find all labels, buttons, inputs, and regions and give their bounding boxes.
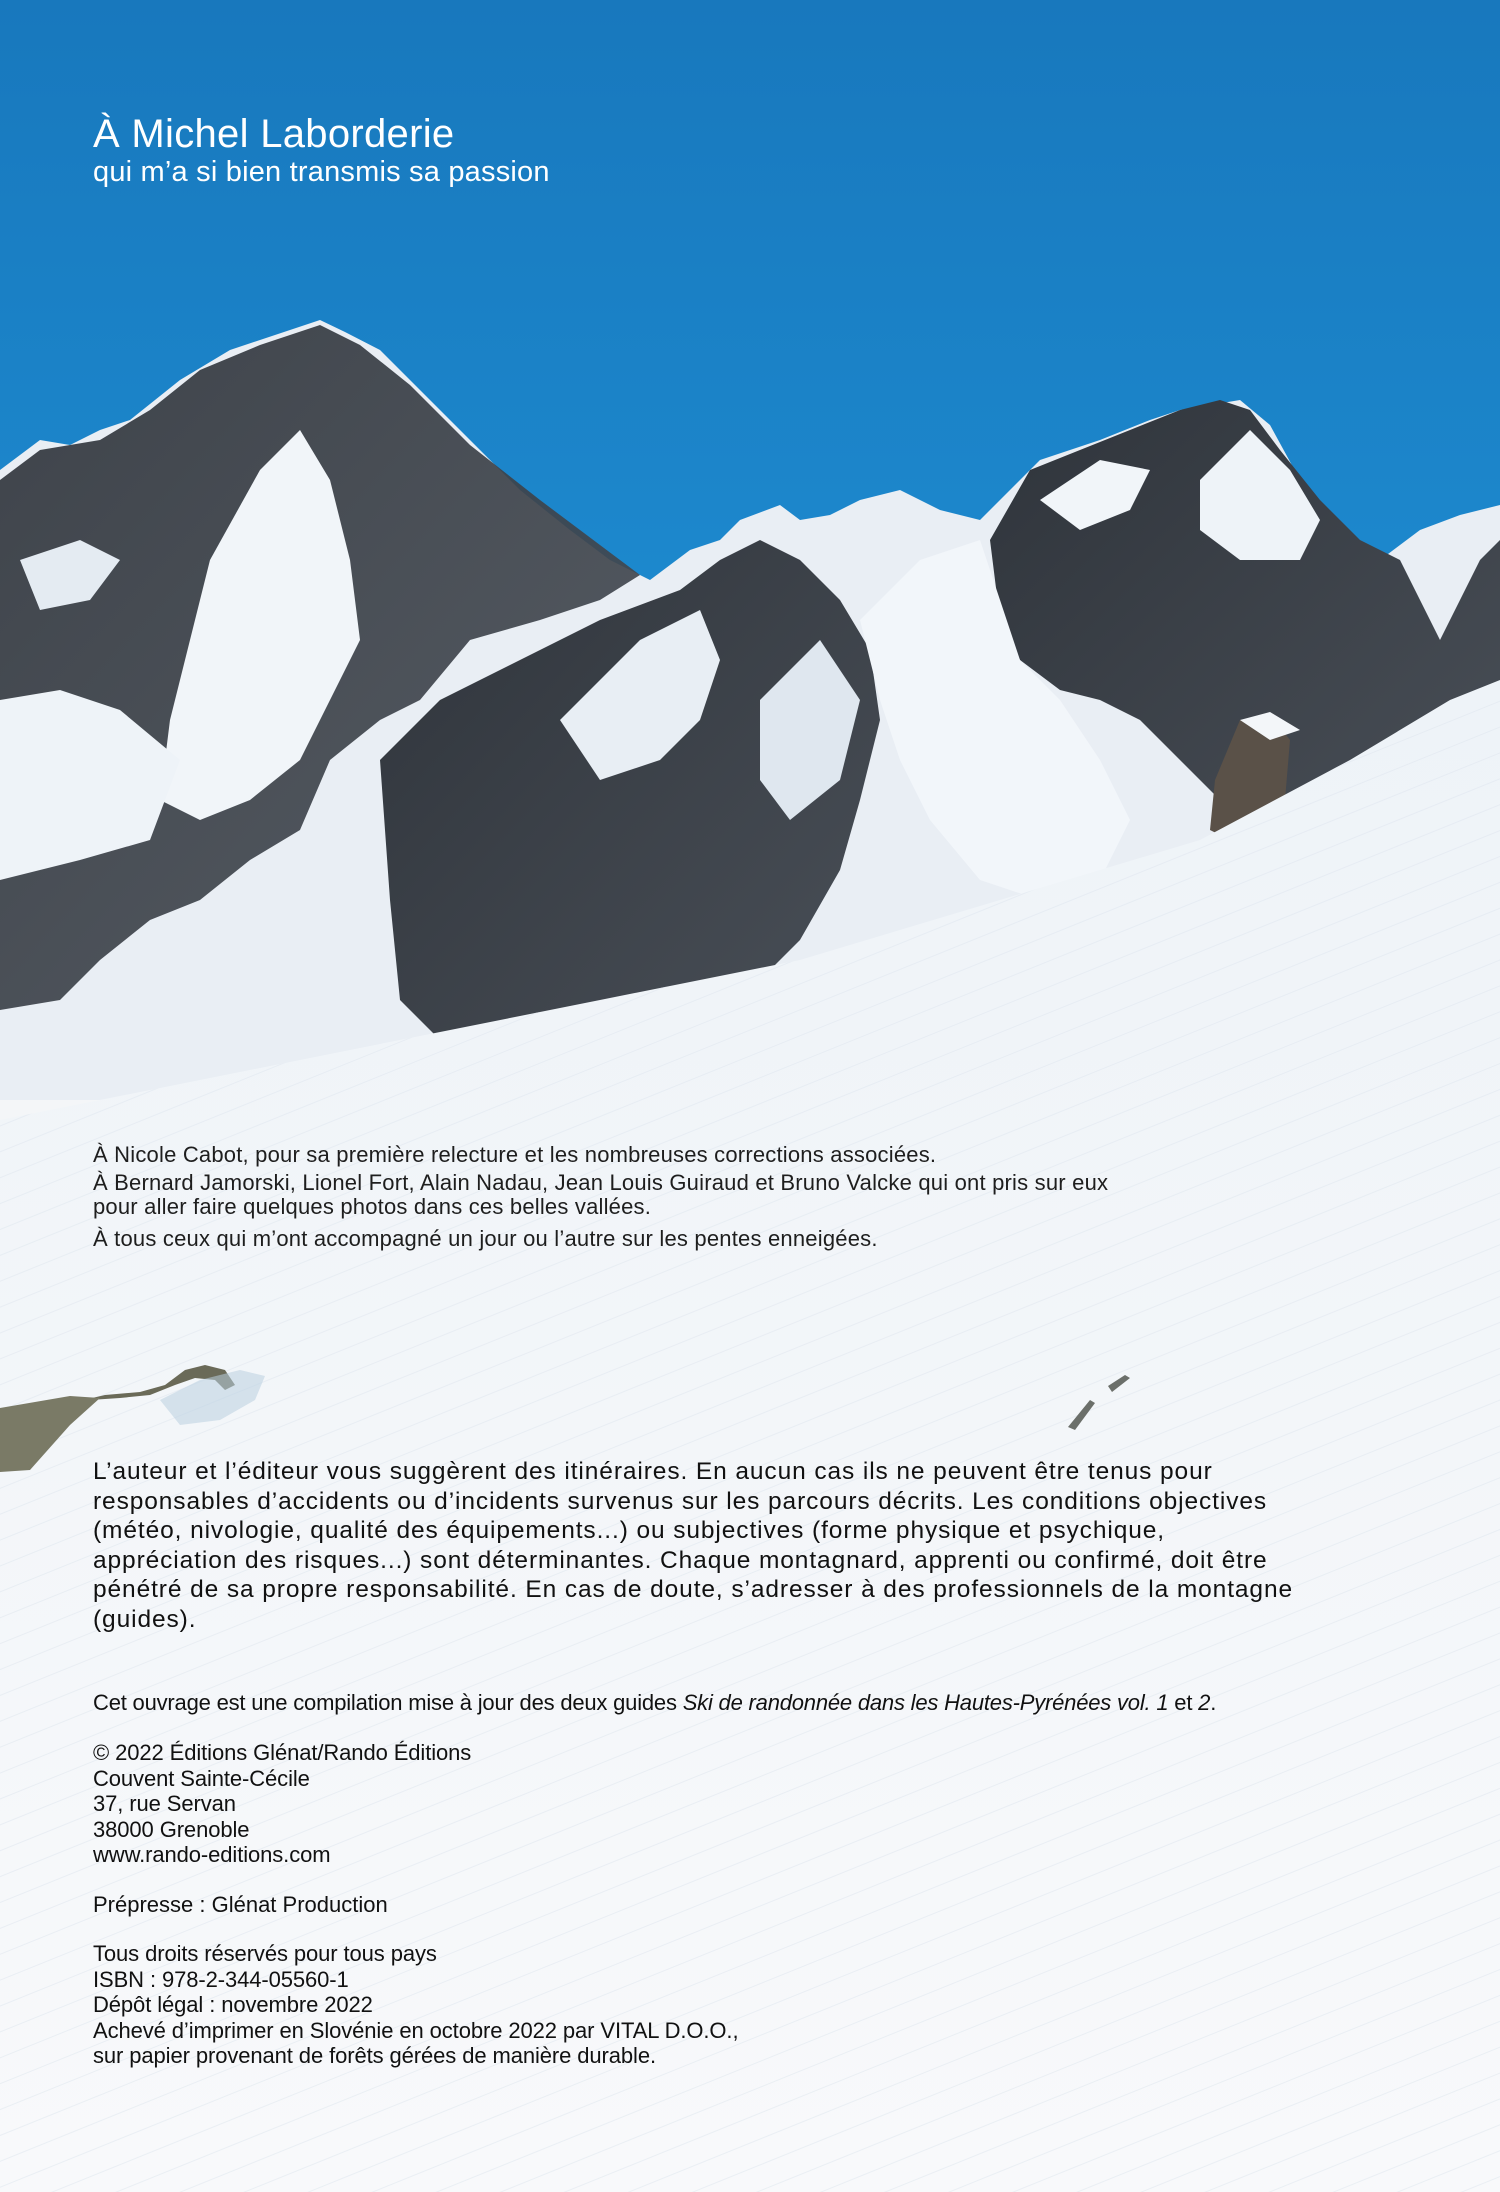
guide-volume: 2 (1198, 1690, 1211, 1715)
address-line: Couvent Sainte-Cécile (93, 1765, 310, 1791)
acknowledgement-line: À tous ceux qui m’ont accompagné un jour ou l’autre sur les pentes enneigées. (93, 1226, 878, 1251)
disclaimer-line: responsables d’accidents ou d’incidents survenus sur les parcours décrits. Les conditions objectives (93, 1487, 1268, 1515)
dedication-title: À Michel Laborderie (93, 112, 455, 156)
copyright: © 2022 Éditions Glénat/Rando Éditions (93, 1740, 472, 1765)
address-line: 37, rue Servan (93, 1791, 236, 1816)
disclaimer-line: (guides). (93, 1605, 197, 1633)
safety-disclaimer (93, 1457, 1293, 1634)
legal-block (93, 1941, 738, 2069)
disclaimer-line: L’auteur et l’éditeur vous suggèrent des itinéraires. En aucun cas ils ne peuvent être tenus pour (93, 1458, 1213, 1485)
publisher-block (93, 1740, 471, 1868)
guide-title: Ski de randonnée dans les Hautes-Pyrénées vol. 1 (682, 1690, 1169, 1715)
paper-info: sur papier provenant de forêts gérées de manière durable. (93, 2043, 656, 2068)
dedication-subtitle: qui m’a si bien transmis sa passion (93, 156, 550, 188)
disclaimer-line: appréciation des risques...) sont déterminantes. Chaque montagnard, apprenti ou confirmé, doit être (93, 1546, 1268, 1574)
printing-info: Achevé d’imprimer en Slovénie en octobre 2022 par VITAL D.O.O., (93, 2017, 739, 2043)
isbn: ISBN : 978-2-344-05560-1 (93, 1966, 349, 1992)
compilation-note (93, 1690, 1216, 1716)
disclaimer-line: pénétré de sa propre responsabilité. En cas de doute, s’adresser à des professionnels de la montagne (93, 1576, 1294, 1603)
compilation-middle: et (1168, 1690, 1199, 1715)
acknowledgement-line: À Bernard Jamorski, Lionel Fort, Alain Nadau, Jean Louis Guiraud et Bruno Valcke qui ont pris sur eux (93, 1170, 1109, 1195)
acknowledgement-line: pour aller faire quelques photos dans ces belles vallées. (93, 1194, 652, 1219)
prepress-credit: Prépresse : Glénat Production (93, 1892, 388, 1917)
disclaimer-line: (météo, nivologie, qualité des équipements...) ou subjectives (forme physique et psychique, (93, 1517, 1165, 1544)
compilation-suffix: . (1210, 1690, 1217, 1715)
address-line: 38000 Grenoble (93, 1816, 250, 1842)
compilation-prefix: Cet ouvrage est une compilation mise à jour des deux guides (93, 1690, 683, 1715)
legal-deposit: Dépôt légal : novembre 2022 (93, 1992, 373, 2017)
acknowledgements (93, 1139, 1108, 1255)
publisher-website: www.rando-editions.com (93, 1842, 331, 1867)
rights-notice: Tous droits réservés pour tous pays (93, 1941, 437, 1966)
acknowledgement-line: À Nicole Cabot, pour sa première relecture et les nombreuses corrections associées. (93, 1142, 937, 1167)
